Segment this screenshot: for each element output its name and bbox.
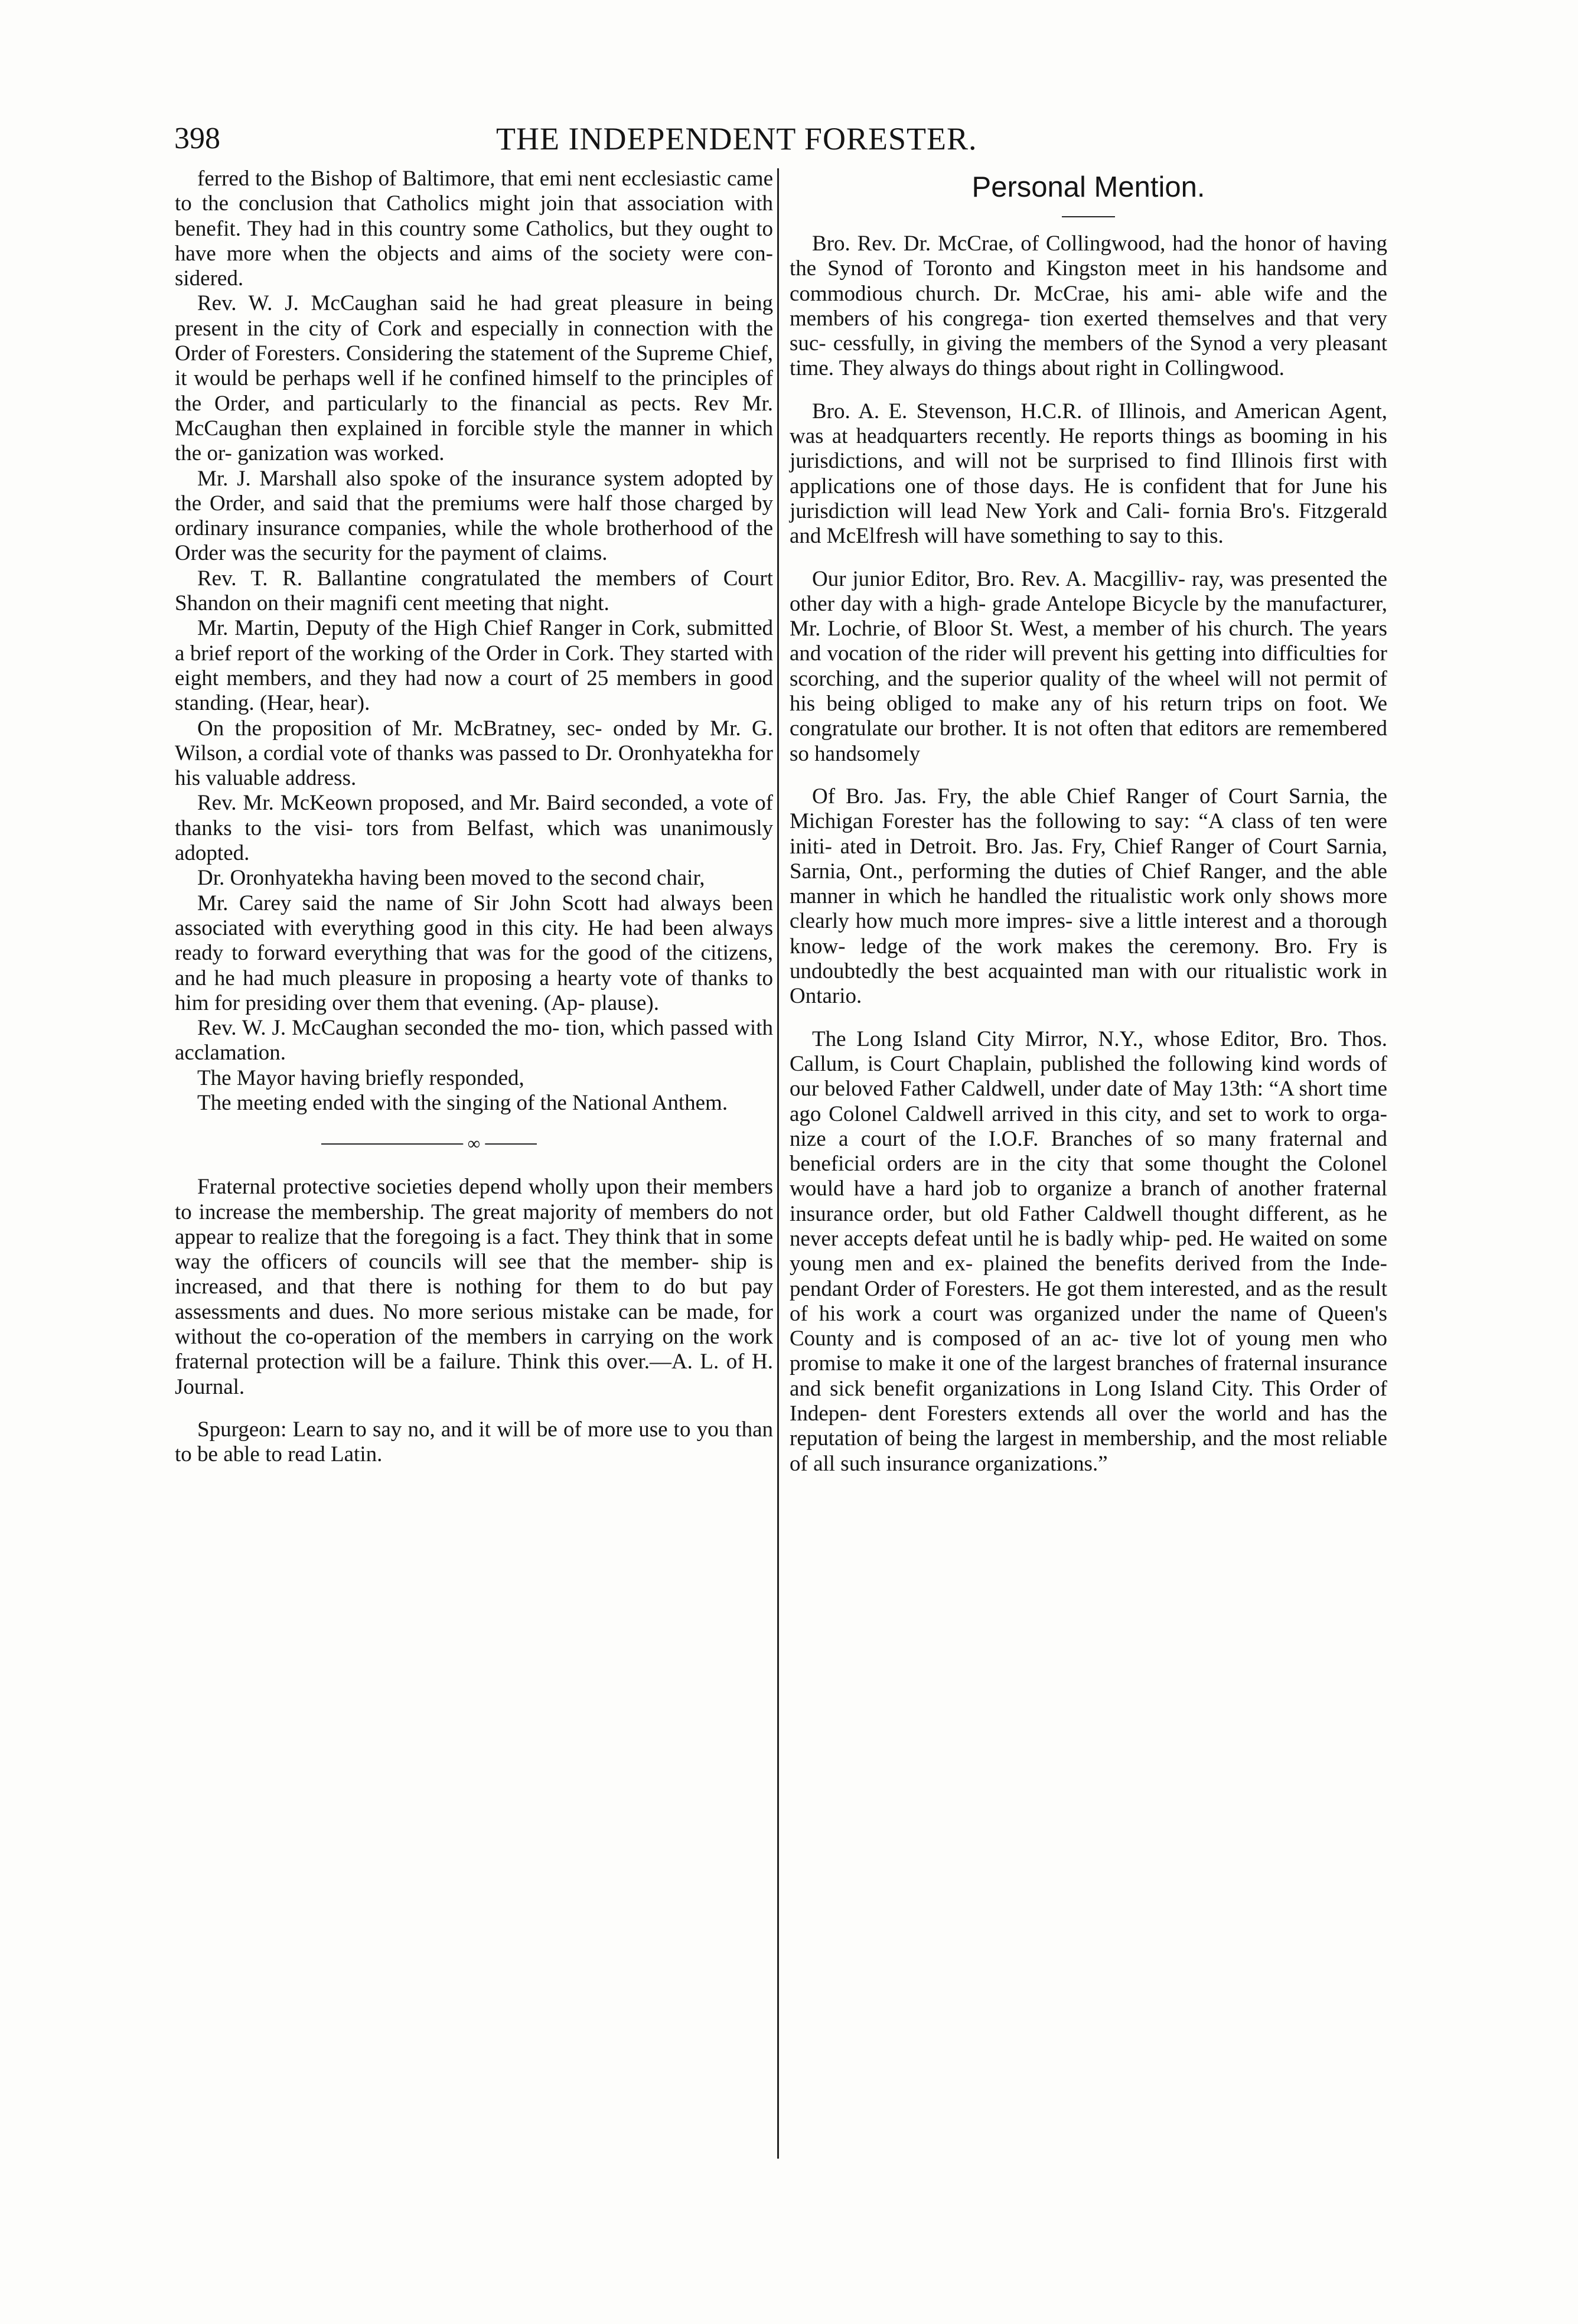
article-paragraph: Rev. Mr. McKeown proposed, and Mr. Baird seconded, a vote of thanks to the visi- tors from Belfast, which was unanimously adopted. (175, 791, 773, 866)
divider-line (321, 1143, 537, 1145)
article-paragraph: ferred to the Bishop of Baltimore, that emi nent ecclesiastic came to the conclusion that Catholics might join that association with benefit. They had in this country some Catholics, but they ought to have more when the objects and aims of the society were con- sidered. (175, 167, 773, 291)
article-paragraph: Fraternal protective societies depend wholly upon their members to increase the membership. The great majority of members do not appear to realize that the foregoing is a fact. They think that in some way the officers of councils will see that the member- ship is increased, and that there is nothing for them to do but pay assessments and dues. No more serious mistake can be made, for without the co-operation of the members in carrying on the work fraternal protection will be a failure. Think this over.—A. L. of H. Journal. (175, 1175, 773, 1399)
article-paragraph: Of Bro. Jas. Fry, the able Chief Ranger of Court Sarnia, the Michigan Forester has the following to say: “A class of ten were initi- ated in Detroit. Bro. Jas. Fry, Chief Ranger of Court Sarnia, Sarnia, Ont., performing the duties of Chief Ranger, and the able manner in which he handled the ritualistic work only shows more clearly how much more impres- sive a little interest and a thorough know- ledge of the work makes the ceremony. Bro. Fry is undoubtedly the best acquainted man with our ritualistic work in Ontario. (790, 784, 1387, 1009)
heading-rule (1062, 216, 1115, 217)
article-paragraph: The Long Island City Mirror, N.Y., whose Editor, Bro. Thos. Callum, is Court Chaplain, published the following kind words of our beloved Father Caldwell, under date of May 13th: “A short time ago Colonel Caldwell arrived in this city, and set to work to orga- nize a court of the I.O.F. Branches of so many fraternal and beneficial orders are in the city that some thought the Colonel would have a hard job to organize a branch of another fraternal insurance order, but old Father Caldwell thought different, as he never accepts defeat until he is badly whip- ped. He waited on some young men and ex- plained the benefits derived from the Inde- pendant Order of Foresters. He got them interested, and as the result of his work a court was organized under the name of Queen's County and is composed of an ac- tive lot of young men who promise to make it one of the largest branches of fraternal insurance and sick benefit organizations in Long Island City. This Order of Indepen- dent Foresters extends all over the world and has the reputation of being the largest in membership, and the most reliable of all such insurance organizations.” (790, 1026, 1387, 1476)
article-paragraph: The Mayor having briefly responded, (197, 1065, 524, 1090)
ornament-glyph: ∞ (463, 1133, 485, 1155)
article-paragraph: Bro. A. E. Stevenson, H.C.R. of Illinois, and American Agent, was at headquarters recently. He reports things as booming in his jurisdictions, and will not be surprised to find Illinois first with applications one of those days. He is confident that for June his jurisdiction will lead New York and Cali- fornia Bro's. Fitzgerald and McElfresh will have something to say to this. (790, 399, 1387, 549)
article-paragraph: Rev. W. J. McCaughan said he had great pleasure in being present in the city of Cork and especially in connection with the Order of Foresters. Considering the statement of the Supreme Chief, it would be perhaps well if he confined himself to the principles of the Order, and particularly to the financial as pects. Rev Mr. McCaughan then explained in forcible style the manner in which the or- ganization was worked. (175, 291, 773, 466)
left-column (175, 167, 773, 1468)
article-paragraph: On the proposition of Mr. McBratney, sec- onded by Mr. G. Wilson, a cordial vote of thanks was passed to Dr. Oronhyatekha for his valuable address. (175, 716, 773, 791)
page-number: 398 (174, 122, 220, 155)
article-paragraph: Dr. Oronhyatekha having been moved to the second chair, (197, 866, 705, 891)
running-title: THE INDEPENDENT FORESTER. (496, 121, 977, 157)
article-paragraph: The meeting ended with the singing of the National Anthem. (197, 1090, 728, 1115)
article-paragraph: Rev. T. R. Ballantine congratulated the members of Court Shandon on their magnifi cent meeting that night. (175, 566, 773, 616)
article-paragraph: Mr. Martin, Deputy of the High Chief Ranger in Cork, submitted a brief report of the working of the Order in Cork. They started with eight members, and they had now a court of 25 members in good standing. (Hear, hear). (175, 616, 773, 716)
article-paragraph: Bro. Rev. Dr. McCrae, of Collingwood, had the honor of having the Synod of Toronto and Kingston meet in his handsome and commodious church. Dr. McCrae, his ami- able wife and the members of his congrega- tion exerted themselves and that very suc- cessfully, in giving the members of the Synod a very pleasant time. They always do things about right in Collingwood. (790, 232, 1387, 381)
article-paragraph: Our junior Editor, Bro. Rev. A. Macgilliv- ray, was presented the other day with a high- grade Antelope Bicycle by the manufacturer, Mr. Lochrie, of Bloor St. West, a member of his church. The years and vocation of the rider will prevent his getting into difficulties for scorching, and the superior quality of the wheel will not permit of his being obliged to make any of his return trips on foot. We congratulate our brother. It is not often that editors are remembered so handsomely (790, 566, 1387, 766)
column-rule (777, 168, 779, 2159)
section-heading: Personal Mention. (971, 171, 1205, 203)
article-paragraph: Mr. Carey said the name of Sir John Scott had always been associated with everything good in this city. He had been always ready to forward everything that was for the good of the citizens, and he had much pleasure in proposing a hearty vote of thanks to him for presiding over them that evening. (Ap- plause). (175, 891, 773, 1015)
ornamental-divider (175, 1133, 773, 1155)
article-paragraph: Spurgeon: Learn to say no, and it will be of more use to you than to be able to read Latin. (175, 1417, 773, 1467)
right-column (790, 167, 1387, 1476)
article-paragraph: Rev. W. J. McCaughan seconded the mo- tion, which passed with acclamation. (175, 1016, 773, 1065)
article-paragraph: Mr. J. Marshall also spoke of the insurance system adopted by the Order, and said that the premiums were half those charged by ordinary insurance companies, while the whole brotherhood of the Order was the security for the payment of claims. (175, 466, 773, 566)
